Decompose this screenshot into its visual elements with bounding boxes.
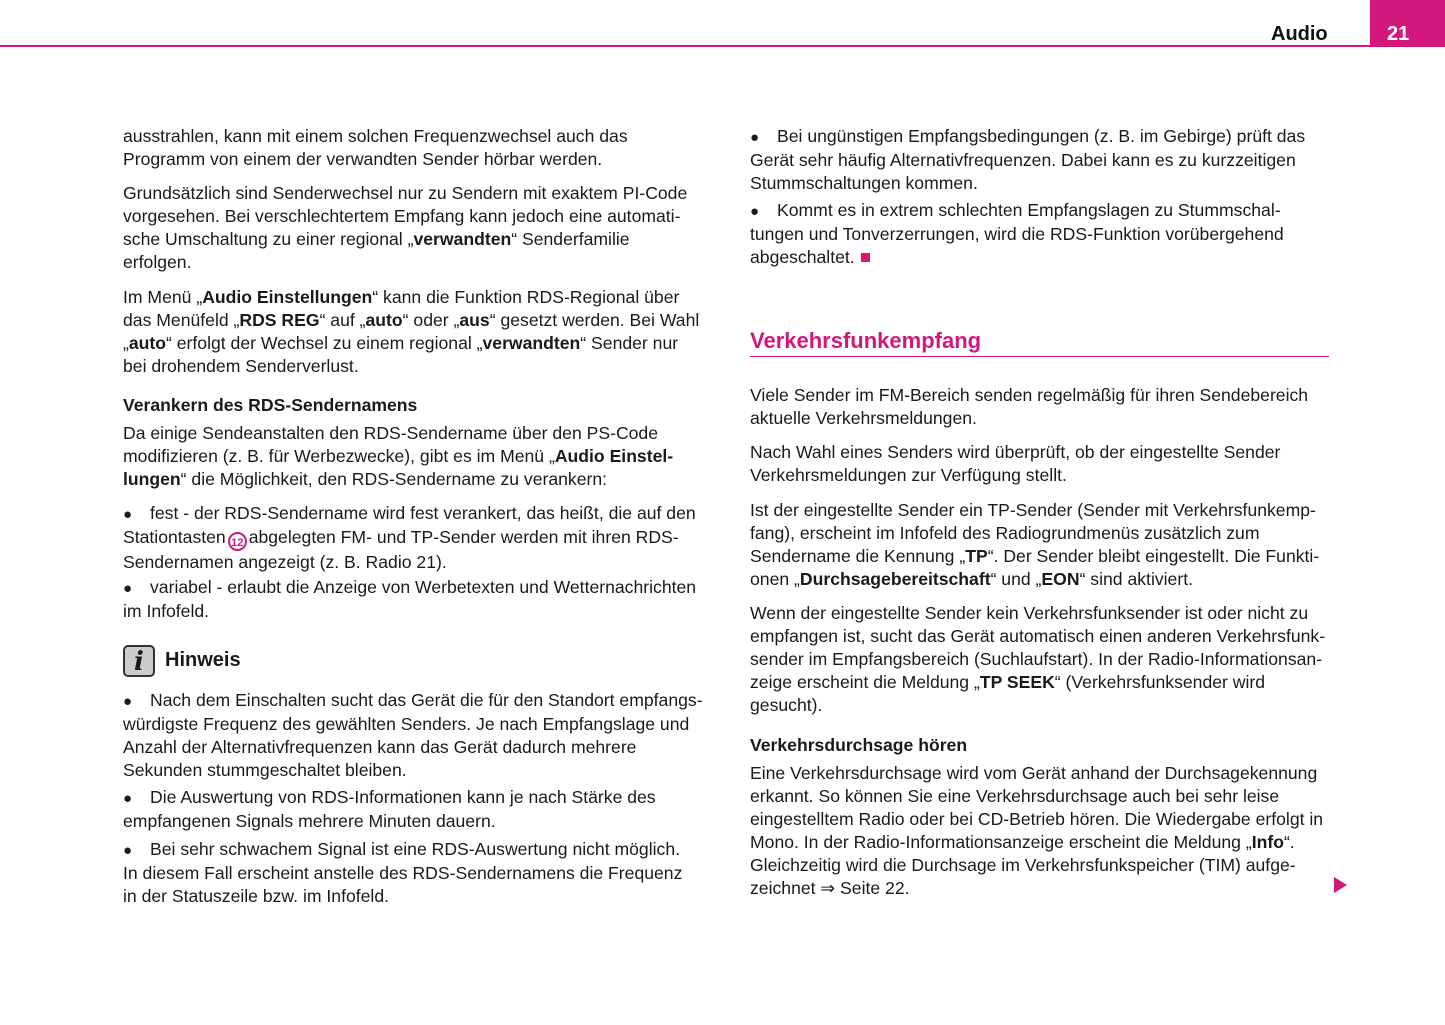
text: Programm von einem der verwandten Sender hörbar werden. bbox=[123, 149, 603, 169]
station-key-12-icon: 12 bbox=[228, 532, 247, 551]
text: “ (Verkehrsfunksender wird bbox=[1054, 672, 1266, 692]
text: zeige erscheint die Meldung „ bbox=[750, 672, 980, 692]
text: eingestelltem Radio oder bei CD-Betrieb hören. Die Wiedergabe erfolgt in bbox=[750, 809, 1324, 829]
text: onen „ bbox=[750, 569, 800, 589]
text-line bbox=[750, 602, 1325, 625]
text: variabel - erlaubt die Anzeige von Werbetexten und Wetternachrichten bbox=[150, 577, 697, 597]
text: gesucht). bbox=[750, 695, 823, 715]
bold-text: aus bbox=[459, 310, 490, 330]
text: “ auf „ bbox=[319, 310, 366, 330]
paragraph bbox=[750, 762, 1323, 900]
page-number: 21 bbox=[1387, 23, 1410, 45]
text: Sendernamen angezeigt (z. B. Radio 21). bbox=[123, 552, 447, 572]
text: Nach dem Einschalten sucht das Gerät die für den Standort empfangs- bbox=[150, 690, 703, 710]
text: “ gesetzt werden. Bei Wahl bbox=[489, 310, 700, 330]
text-line bbox=[123, 838, 682, 862]
text: Gleichzeitig wird die Durchsage im Verkehrsfunkspeicher (TIM) aufge- bbox=[750, 855, 1296, 875]
paragraph bbox=[123, 422, 673, 491]
text-line bbox=[750, 172, 1305, 195]
bullet-item bbox=[750, 125, 1305, 195]
bold-text: TP bbox=[965, 546, 988, 566]
text: vorgesehen. Bei verschlechtertem Empfang kann jedoch eine automati- bbox=[123, 206, 681, 226]
text: tungen und Tonverzerrungen, wird die RDS-Funktion vorübergehend bbox=[750, 224, 1284, 244]
text-line bbox=[123, 422, 673, 445]
text: Sekunden stummgeschaltet bleiben. bbox=[123, 760, 407, 780]
text-line bbox=[123, 251, 687, 274]
text: ausstrahlen, kann mit einem solchen Frequenzwechsel auch das bbox=[123, 126, 628, 146]
bold-text: auto bbox=[128, 333, 166, 353]
bold-text: Audio Einstellungen bbox=[202, 287, 373, 307]
text-line bbox=[123, 228, 687, 251]
paragraph bbox=[123, 125, 628, 171]
subheading bbox=[750, 734, 967, 757]
bold-text: lungen bbox=[123, 469, 181, 489]
text: modifizieren (z. B. für Werbezwecke), gibt es im Menü „ bbox=[123, 446, 555, 466]
text-line bbox=[750, 464, 1280, 487]
section-title: Audio bbox=[1271, 23, 1328, 45]
text: in der Statuszeile bzw. im Infofeld. bbox=[123, 886, 389, 906]
text: “ die Möglichkeit, den RDS-Sendername zu verankern: bbox=[180, 469, 608, 489]
text: sche Umschaltung zu einer regional „ bbox=[123, 229, 414, 249]
text: Im Menü „ bbox=[123, 287, 203, 307]
text-line bbox=[123, 445, 673, 468]
text: “ kann die Funktion RDS-Regional über bbox=[372, 287, 680, 307]
note-label: Hinweis bbox=[165, 649, 241, 671]
text: zeichnet ⇒ Seite 22. bbox=[750, 878, 910, 898]
text-line bbox=[123, 355, 699, 378]
text: Grundsätzlich sind Senderwechsel nur zu Sendern mit exaktem PI-Code bbox=[123, 183, 688, 203]
text: “ Sender nur bbox=[580, 333, 679, 353]
text-line bbox=[750, 522, 1319, 545]
bullet-item bbox=[123, 786, 656, 833]
text: Verkehrsdurchsage hören bbox=[750, 735, 968, 755]
bullet-item bbox=[123, 502, 696, 574]
bullet-icon: ● bbox=[750, 129, 760, 146]
text-line bbox=[750, 877, 1323, 900]
text: aktuelle Verkehrsmeldungen. bbox=[750, 408, 977, 428]
bullet-icon: ● bbox=[123, 693, 133, 710]
text-line bbox=[750, 223, 1284, 246]
text: fang), erscheint im Infofeld des Radiogrundmenüs zusätzlich zum bbox=[750, 523, 1260, 543]
text-line bbox=[123, 713, 703, 736]
text-line bbox=[750, 125, 1305, 149]
paragraph bbox=[123, 182, 687, 274]
end-of-section-icon bbox=[861, 253, 870, 262]
text: Verankern des RDS-Sendernamens bbox=[123, 395, 418, 415]
text: erkannt. So können Sie eine Verkehrsdurchsage auch bei sehr leise bbox=[750, 786, 1280, 806]
text: Gerät sehr häufig Alternativfrequenzen. Dabei kann es zu kurzzeitigen bbox=[750, 150, 1296, 170]
bullet-icon: ● bbox=[123, 790, 133, 807]
text-line bbox=[123, 309, 699, 332]
text-line bbox=[123, 182, 687, 205]
text: Eine Verkehrsdurchsage wird vom Gerät anhand der Durchsagekennung bbox=[750, 763, 1318, 783]
text-line bbox=[123, 689, 703, 713]
text: Viele Sender im FM-Bereich senden regelmäßig für ihren Sendebereich bbox=[750, 385, 1309, 405]
text-line bbox=[750, 625, 1325, 648]
bullet-item bbox=[123, 576, 696, 623]
text-line bbox=[750, 785, 1323, 808]
text-line bbox=[123, 394, 417, 417]
paragraph bbox=[123, 286, 699, 378]
text: abgelegten FM- und TP-Sender werden mit ihren RDS- bbox=[248, 527, 679, 547]
paragraph bbox=[750, 441, 1280, 487]
text: abgeschaltet. bbox=[750, 247, 855, 267]
text-line bbox=[123, 759, 703, 782]
header-rule bbox=[0, 45, 1370, 47]
bold-text: auto bbox=[365, 310, 403, 330]
text: das Menüfeld „ bbox=[123, 310, 240, 330]
text: Bei ungünstigen Empfangsbedingungen (z. B. im Gebirge) prüft das bbox=[777, 126, 1306, 146]
text: erfolgen. bbox=[123, 252, 192, 272]
subheading bbox=[123, 394, 417, 417]
text: Stationtasten bbox=[123, 527, 226, 547]
text-line bbox=[123, 600, 696, 623]
text-line bbox=[750, 854, 1323, 877]
text: Kommt es in extrem schlechten Empfangslagen zu Stummschal- bbox=[777, 200, 1281, 220]
text: Stummschaltungen kommen. bbox=[750, 173, 978, 193]
text-line bbox=[123, 286, 699, 309]
text-line bbox=[750, 384, 1308, 407]
text: empfangenen Signals mehrere Minuten dauern. bbox=[123, 811, 496, 831]
text: „ bbox=[123, 333, 129, 353]
text: Ist der eingestellte Sender ein TP-Sender (Sender mit Verkehrsfunkemp- bbox=[750, 500, 1316, 520]
text-line bbox=[750, 568, 1319, 591]
text-line bbox=[123, 576, 696, 600]
text-line bbox=[750, 407, 1308, 430]
text-line bbox=[750, 441, 1280, 464]
note-heading bbox=[123, 645, 241, 677]
bold-text: Info bbox=[1251, 832, 1284, 852]
text: In diesem Fall erscheint anstelle des RDS-Sendernamens die Frequenz bbox=[123, 863, 683, 883]
text: im Infofeld. bbox=[123, 601, 210, 621]
text-line bbox=[123, 125, 628, 148]
paragraph bbox=[750, 499, 1319, 591]
text-line bbox=[123, 526, 696, 551]
text-line bbox=[750, 808, 1323, 831]
text-line bbox=[750, 734, 967, 757]
text: “. bbox=[1283, 832, 1295, 852]
bullet-icon: ● bbox=[123, 842, 133, 859]
text-line bbox=[750, 545, 1319, 568]
text-line bbox=[123, 468, 673, 491]
continue-arrow-icon bbox=[1334, 877, 1347, 893]
text: sender im Empfangsbereich (Suchlaufstart). In der Radio-Informationsan- bbox=[750, 649, 1323, 669]
text-line bbox=[750, 648, 1325, 671]
text-line bbox=[123, 551, 696, 574]
text: fest - der RDS-Sendername wird fest verankert, das heißt, die auf den bbox=[150, 503, 696, 523]
text-line bbox=[750, 199, 1284, 223]
page-number-box bbox=[1370, 0, 1445, 47]
text: “. Der Sender bleibt eingestellt. Die Funkti- bbox=[987, 546, 1320, 566]
bold-text: Durchsagebereitschaft bbox=[799, 569, 991, 589]
paragraph bbox=[750, 384, 1308, 430]
text: Sendername die Kennung „ bbox=[750, 546, 966, 566]
text: “ und „ bbox=[990, 569, 1042, 589]
bullet-icon: ● bbox=[123, 506, 133, 523]
paragraph bbox=[750, 602, 1325, 717]
text-line bbox=[123, 736, 703, 759]
text: Verkehrsmeldungen zur Verfügung stellt. bbox=[750, 465, 1067, 485]
text-line bbox=[123, 205, 687, 228]
bullet-icon: ● bbox=[123, 580, 133, 597]
bold-text: RDS REG bbox=[239, 310, 320, 330]
text-line bbox=[750, 694, 1325, 717]
text: Da einige Sendeanstalten den RDS-Sendername über den PS-Code bbox=[123, 423, 659, 443]
text: Bei sehr schwachem Signal ist eine RDS-Auswertung nicht möglich. bbox=[150, 839, 681, 859]
text-line bbox=[123, 862, 682, 885]
text-line bbox=[123, 810, 656, 833]
text-line bbox=[750, 499, 1319, 522]
text-line bbox=[750, 149, 1305, 172]
text: Anzahl der Alternativfrequenzen kann das Gerät dadurch mehrere bbox=[123, 737, 637, 757]
bullet-item bbox=[750, 199, 1284, 269]
text: “ erfolgt der Wechsel zu einem regional „ bbox=[166, 333, 483, 353]
text: Mono. In der Radio-Informationsanzeige erscheint die Meldung „ bbox=[750, 832, 1252, 852]
bullet-item bbox=[123, 838, 682, 908]
text: Die Auswertung von RDS-Informationen kann je nach Stärke des bbox=[150, 787, 656, 807]
text: bei drohendem Senderverlust. bbox=[123, 356, 359, 376]
text: Wenn der eingestellte Sender kein Verkehrsfunksender ist oder nicht zu bbox=[750, 603, 1309, 623]
bold-text: Audio Einstel- bbox=[554, 446, 674, 466]
text-line bbox=[123, 885, 682, 908]
info-icon: i bbox=[123, 645, 155, 677]
text-line bbox=[123, 332, 699, 355]
text: würdigste Frequenz des gewählten Senders. Je nach Empfangslage und bbox=[123, 714, 690, 734]
bold-text: verwandten bbox=[482, 333, 581, 353]
text-line bbox=[750, 246, 1284, 269]
bold-text: TP SEEK bbox=[979, 672, 1055, 692]
text: Nach Wahl eines Senders wird überprüft, ob der eingestellte Sender bbox=[750, 442, 1281, 462]
text: “ sind aktiviert. bbox=[1079, 569, 1193, 589]
text-line bbox=[123, 786, 656, 810]
bullet-icon: ● bbox=[750, 203, 760, 220]
text: empfangen ist, sucht das Gerät automatisch einen anderen Verkehrsfunk- bbox=[750, 626, 1326, 646]
text-line bbox=[123, 502, 696, 526]
bold-text: verwandten bbox=[413, 229, 512, 249]
text: “ oder „ bbox=[402, 310, 460, 330]
text-line bbox=[750, 831, 1323, 854]
section-heading-verkehrsfunkempfang: Verkehrsfunkempfang bbox=[750, 328, 1329, 357]
text-line bbox=[123, 148, 628, 171]
bold-text: EON bbox=[1041, 569, 1080, 589]
text-line bbox=[750, 762, 1323, 785]
bullet-item bbox=[123, 689, 703, 782]
text: “ Senderfamilie bbox=[511, 229, 630, 249]
text-line bbox=[750, 671, 1325, 694]
